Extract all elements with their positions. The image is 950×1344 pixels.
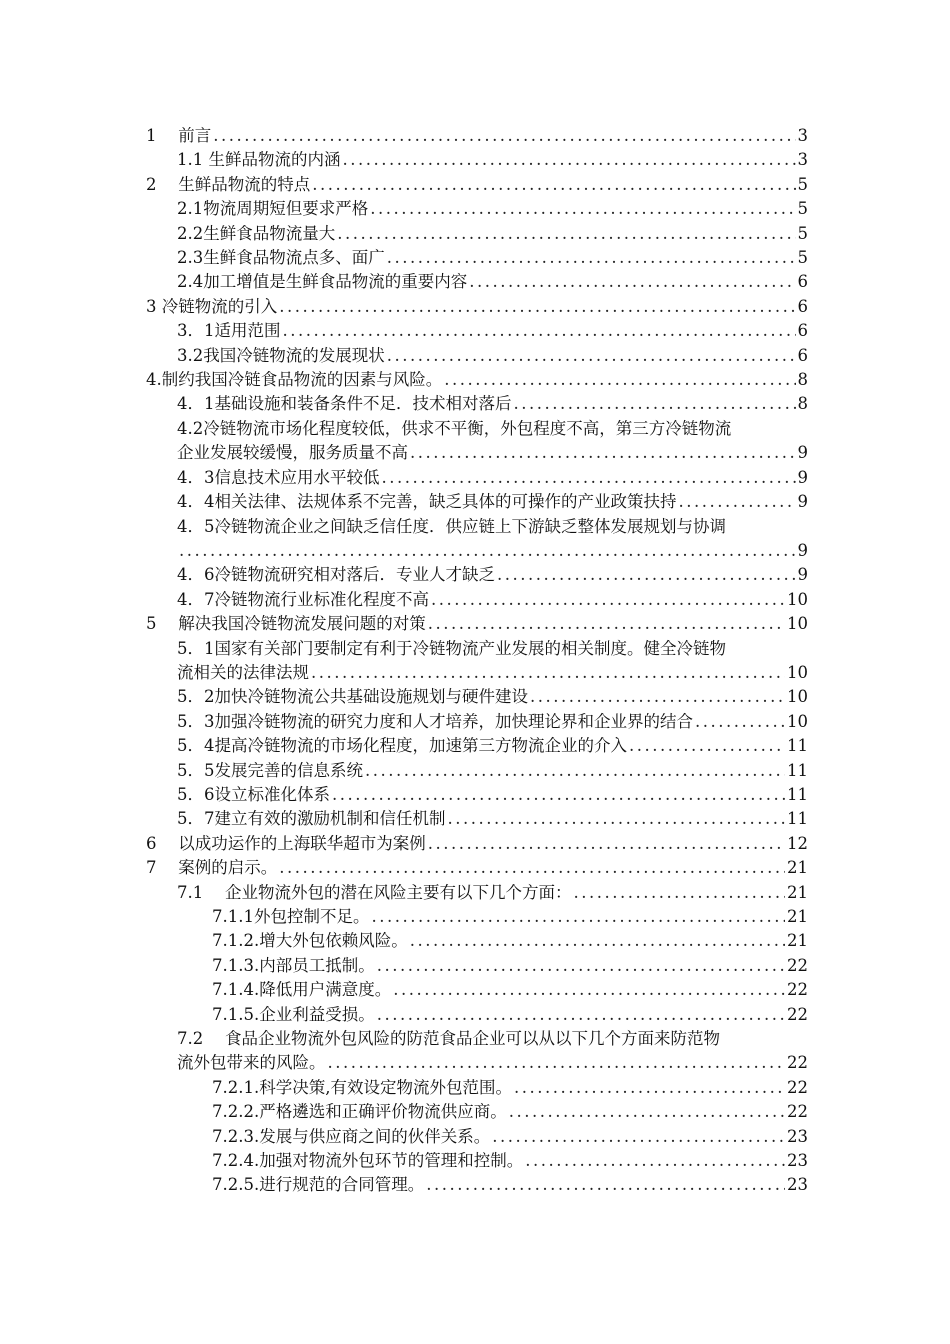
toc-entry-title: 5．6设立标准化体系 — [177, 784, 330, 804]
toc-entry[interactable] — [146, 1173, 808, 1197]
dot-leader — [525, 1149, 785, 1173]
toc-entry-title: 2.1物流周期短但要求严格 — [177, 199, 369, 219]
dot-leader — [497, 563, 796, 587]
toc-entry[interactable] — [146, 173, 808, 197]
dot-leader — [428, 832, 785, 856]
dot-leader — [679, 490, 796, 514]
toc-entry[interactable] — [146, 124, 808, 148]
toc-entry-page-number: 10 — [787, 687, 808, 707]
toc-entry-page-number: 21 — [787, 931, 808, 951]
toc-entry-page-number: 22 — [787, 1102, 808, 1122]
toc-entry-title: 7.1.4.降低用户满意度。 — [212, 980, 392, 1000]
dot-leader — [530, 685, 785, 709]
toc-entry[interactable] — [146, 1125, 808, 1149]
dot-leader — [426, 1173, 785, 1197]
toc-entry-page-number: 21 — [787, 858, 808, 878]
toc-entry-title: 2 生鲜品物流的特点 — [146, 174, 311, 194]
dot-leader — [337, 222, 795, 246]
toc-entry-title: 7.1.3.内部员工抵制。 — [212, 955, 375, 975]
toc-entry-page-number: 23 — [787, 1175, 808, 1195]
toc-entry[interactable] — [146, 1003, 808, 1027]
toc-entry-title: 5．7建立有效的激励机制和信任机制 — [177, 809, 446, 829]
toc-entry[interactable] — [146, 490, 808, 514]
toc-entry[interactable] — [146, 832, 808, 856]
toc-entry-page-number: 3 — [797, 126, 808, 145]
toc-entry-title: 3.2我国冷链物流的发展现状 — [177, 345, 385, 365]
dot-leader — [332, 783, 785, 807]
dot-leader — [431, 588, 785, 612]
toc-entry-page-number: 22 — [787, 955, 808, 975]
toc-entry[interactable] — [146, 783, 808, 807]
toc-entry-title: 5．2加快冷链物流公共基础设施规划与硬件建设 — [177, 687, 528, 707]
toc-entry[interactable] — [146, 759, 808, 783]
dot-leader — [283, 319, 796, 343]
dot-leader — [377, 1003, 785, 1027]
toc-entry-title-line1: 4．5冷链物流企业之间缺乏信任度．供应链上下游缺乏整体发展规划与协调 — [177, 516, 726, 536]
toc-entry-page-number: 3 — [797, 150, 808, 170]
toc-entry[interactable] — [146, 417, 808, 466]
toc-entry-title: 6 以成功运作的上海联华超市为案例 — [146, 833, 426, 853]
dot-leader — [279, 856, 785, 880]
dot-leader — [365, 759, 785, 783]
dot-leader — [509, 1100, 785, 1124]
toc-entry-page-number: 5 — [797, 223, 808, 243]
dot-leader — [393, 978, 785, 1002]
toc-entry-title: 7.1.1外包控制不足。 — [212, 907, 370, 926]
toc-entry-page-number: 9 — [797, 492, 808, 512]
toc-entry[interactable] — [146, 1149, 808, 1173]
dot-leader — [370, 197, 795, 221]
toc-entry-page-number: 11 — [787, 760, 808, 780]
toc-entry-title: 1 前言 — [146, 126, 212, 145]
toc-entry-title: 3．1适用范围 — [177, 321, 281, 341]
toc-entry-page-number: 22 — [787, 1004, 808, 1024]
toc-entry[interactable] — [146, 807, 808, 831]
toc-entry-title-line1: 4.2冷链物流市场化程度较低，供求不平衡，外包程度不高，第三方冷链物流 — [177, 418, 732, 438]
toc-entry[interactable] — [146, 954, 808, 978]
dot-leader — [179, 539, 796, 563]
toc-entry-page-number: 6 — [797, 345, 808, 365]
toc-entry-title: 4.制约我国冷链食品物流的因素与风险。 — [146, 370, 443, 390]
toc-entry-page-number: 23 — [787, 1126, 808, 1146]
toc-entry[interactable] — [146, 734, 808, 758]
toc-entry[interactable] — [146, 246, 808, 270]
toc-entry-title: 2.3生鲜食品物流点多、面广 — [177, 248, 385, 268]
toc-entry-page-number: 8 — [797, 394, 808, 414]
dot-leader — [382, 466, 796, 490]
toc-entry[interactable] — [146, 1100, 808, 1124]
dot-leader — [410, 441, 796, 465]
dot-leader — [469, 270, 795, 294]
toc-entry-page-number: 6 — [797, 296, 808, 316]
toc-entry-page-number: 22 — [787, 1053, 808, 1073]
toc-entry-title: 企业发展较缓慢，服务质量不高 — [177, 443, 408, 463]
toc-entry[interactable] — [146, 270, 808, 294]
toc-entry-page-number: 10 — [787, 614, 808, 634]
dot-leader — [410, 929, 785, 953]
toc-entry-title: 2.4加工增值是生鲜食品物流的重要内容 — [177, 272, 468, 292]
toc-entry-title-line1: 7.2 食品企业物流外包风险的防范食品企业可以从以下几个方面来防范物 — [177, 1029, 720, 1049]
toc-entry-page-number: 22 — [787, 980, 808, 1000]
toc-entry-title: 7.2.3.发展与供应商之间的伙伴关系。 — [212, 1126, 491, 1146]
toc-entry-title: 流相关的法律法规 — [177, 662, 309, 682]
dot-leader — [328, 1051, 786, 1075]
toc-entry[interactable] — [146, 637, 808, 686]
toc-entry[interactable] — [146, 392, 808, 416]
toc-entry-page-number: 5 — [797, 174, 808, 194]
toc-entry-title: 7 案例的启示。 — [146, 858, 278, 878]
toc-entry-title: 7.2.4.加强对物流外包环节的管理和控制。 — [212, 1151, 524, 1171]
toc-entry-page-number: 11 — [787, 784, 808, 804]
toc-entry-page-number: 9 — [797, 443, 808, 463]
toc-entry[interactable] — [146, 856, 808, 880]
toc-entry-page-number: 10 — [787, 711, 808, 731]
toc-entry-title: 4．7冷链物流行业标准化程度不高 — [177, 589, 429, 609]
toc-entry[interactable] — [146, 978, 808, 1002]
toc-entry-page-number: 6 — [797, 321, 808, 341]
dot-leader — [343, 148, 796, 172]
toc-entry[interactable] — [146, 344, 808, 368]
dot-leader — [629, 734, 785, 758]
toc-entry-page-number: 5 — [797, 199, 808, 219]
toc-entry-title: 4．3信息技术应用水平较低 — [177, 467, 380, 487]
dot-leader — [311, 661, 785, 685]
toc-entry[interactable] — [146, 710, 808, 734]
toc-entry-page-number: 8 — [797, 370, 808, 390]
toc-entry-title: 4．6冷链物流研究相对落后．专业人才缺乏 — [177, 565, 495, 585]
toc-entry-page-number: 11 — [787, 809, 808, 829]
dot-leader — [514, 392, 796, 416]
toc-entry[interactable] — [146, 588, 808, 612]
toc-entry-title: 4．1基础设施和装备条件不足．技术相对落后 — [177, 394, 512, 414]
dot-leader — [213, 124, 795, 148]
dot-leader — [312, 173, 795, 197]
toc-entry-page-number: 12 — [787, 833, 808, 853]
toc-entry[interactable] — [146, 929, 808, 953]
toc-entry[interactable] — [146, 222, 808, 246]
toc-entry-title: 5．3加强冷链物流的研究力度和人才培养，加快理论界和企业界的结合 — [177, 711, 693, 731]
toc-entry-title: 7.2.2.严格遴选和正确评价物流供应商。 — [212, 1102, 507, 1122]
dot-leader — [377, 954, 785, 978]
toc-entry[interactable] — [146, 1027, 808, 1076]
toc-entry-page-number: 21 — [787, 907, 808, 926]
toc-entry[interactable] — [146, 612, 808, 636]
toc-entry-page-number: 21 — [787, 882, 808, 902]
dot-leader — [448, 807, 786, 831]
toc-entry[interactable] — [146, 148, 808, 172]
toc-entry-title: 7.1 企业物流外包的潜在风险主要有以下几个方面： — [177, 882, 572, 902]
dot-leader — [428, 612, 785, 636]
toc-entry[interactable] — [146, 881, 808, 905]
toc-entry-page-number: 22 — [787, 1077, 808, 1097]
toc-entry-title: 3 冷链物流的引入 — [146, 296, 278, 316]
toc-entry[interactable] — [146, 685, 808, 709]
toc-entry[interactable] — [146, 905, 808, 929]
dot-leader — [387, 246, 796, 270]
dot-leader — [279, 295, 795, 319]
toc-entry-title: 5．5发展完善的信息系统 — [177, 760, 363, 780]
toc-entry[interactable] — [146, 197, 808, 221]
toc-entry[interactable] — [146, 563, 808, 587]
toc-entry-title: 7.2.5.进行规范的合同管理。 — [212, 1175, 425, 1195]
toc-entry-page-number: 11 — [787, 736, 808, 756]
dot-leader — [387, 344, 796, 368]
toc-entry-title: 5．4提高冷链物流的市场化程度，加速第三方物流企业的介入 — [177, 736, 627, 756]
dot-leader — [492, 1125, 785, 1149]
toc-entry-title: 7.2.1.科学决策,有效设定物流外包范围。 — [212, 1077, 512, 1097]
dot-leader — [514, 1076, 785, 1100]
toc-entry-page-number: 9 — [797, 565, 808, 585]
toc-entry-title: 5 解决我国冷链物流发展问题的对策 — [146, 614, 426, 634]
toc-entry[interactable] — [146, 466, 808, 490]
toc-entry-title: 7.1.5.企业利益受损。 — [212, 1004, 375, 1024]
toc-entry[interactable] — [146, 319, 808, 343]
toc-entry-title: 流外包带来的风险。 — [177, 1053, 326, 1073]
toc-entry-page-number: 9 — [797, 540, 808, 560]
toc-entry-page-number: 5 — [797, 248, 808, 268]
toc-entry-title: 4．4相关法律、法规体系不完善，缺乏具体的可操作的产业政策扶持 — [177, 492, 677, 512]
toc-entry-page-number: 6 — [797, 272, 808, 292]
toc-entry-title-line1: 5．1国家有关部门要制定有利于冷链物流产业发展的相关制度。健全冷链物 — [177, 638, 726, 658]
dot-leader — [574, 881, 786, 905]
toc-entry-page-number: 10 — [787, 662, 808, 682]
toc-entry-page-number: 9 — [797, 467, 808, 487]
toc-entry-page-number: 10 — [787, 589, 808, 609]
dot-leader — [371, 905, 785, 929]
toc-entry[interactable] — [146, 368, 808, 392]
toc-entry-title: 7.1.2.增大外包依赖风险。 — [212, 931, 408, 951]
table-of-contents — [146, 124, 808, 1198]
toc-entry-title: 1.1 生鲜品物流的内涵 — [177, 150, 341, 170]
toc-entry-page-number: 23 — [787, 1151, 808, 1171]
toc-entry[interactable] — [146, 1076, 808, 1100]
dot-leader — [695, 710, 785, 734]
dot-leader — [444, 368, 795, 392]
toc-entry[interactable] — [146, 515, 808, 564]
toc-entry[interactable] — [146, 295, 808, 319]
toc-entry-title: 2.2生鲜食品物流量大 — [177, 223, 336, 243]
